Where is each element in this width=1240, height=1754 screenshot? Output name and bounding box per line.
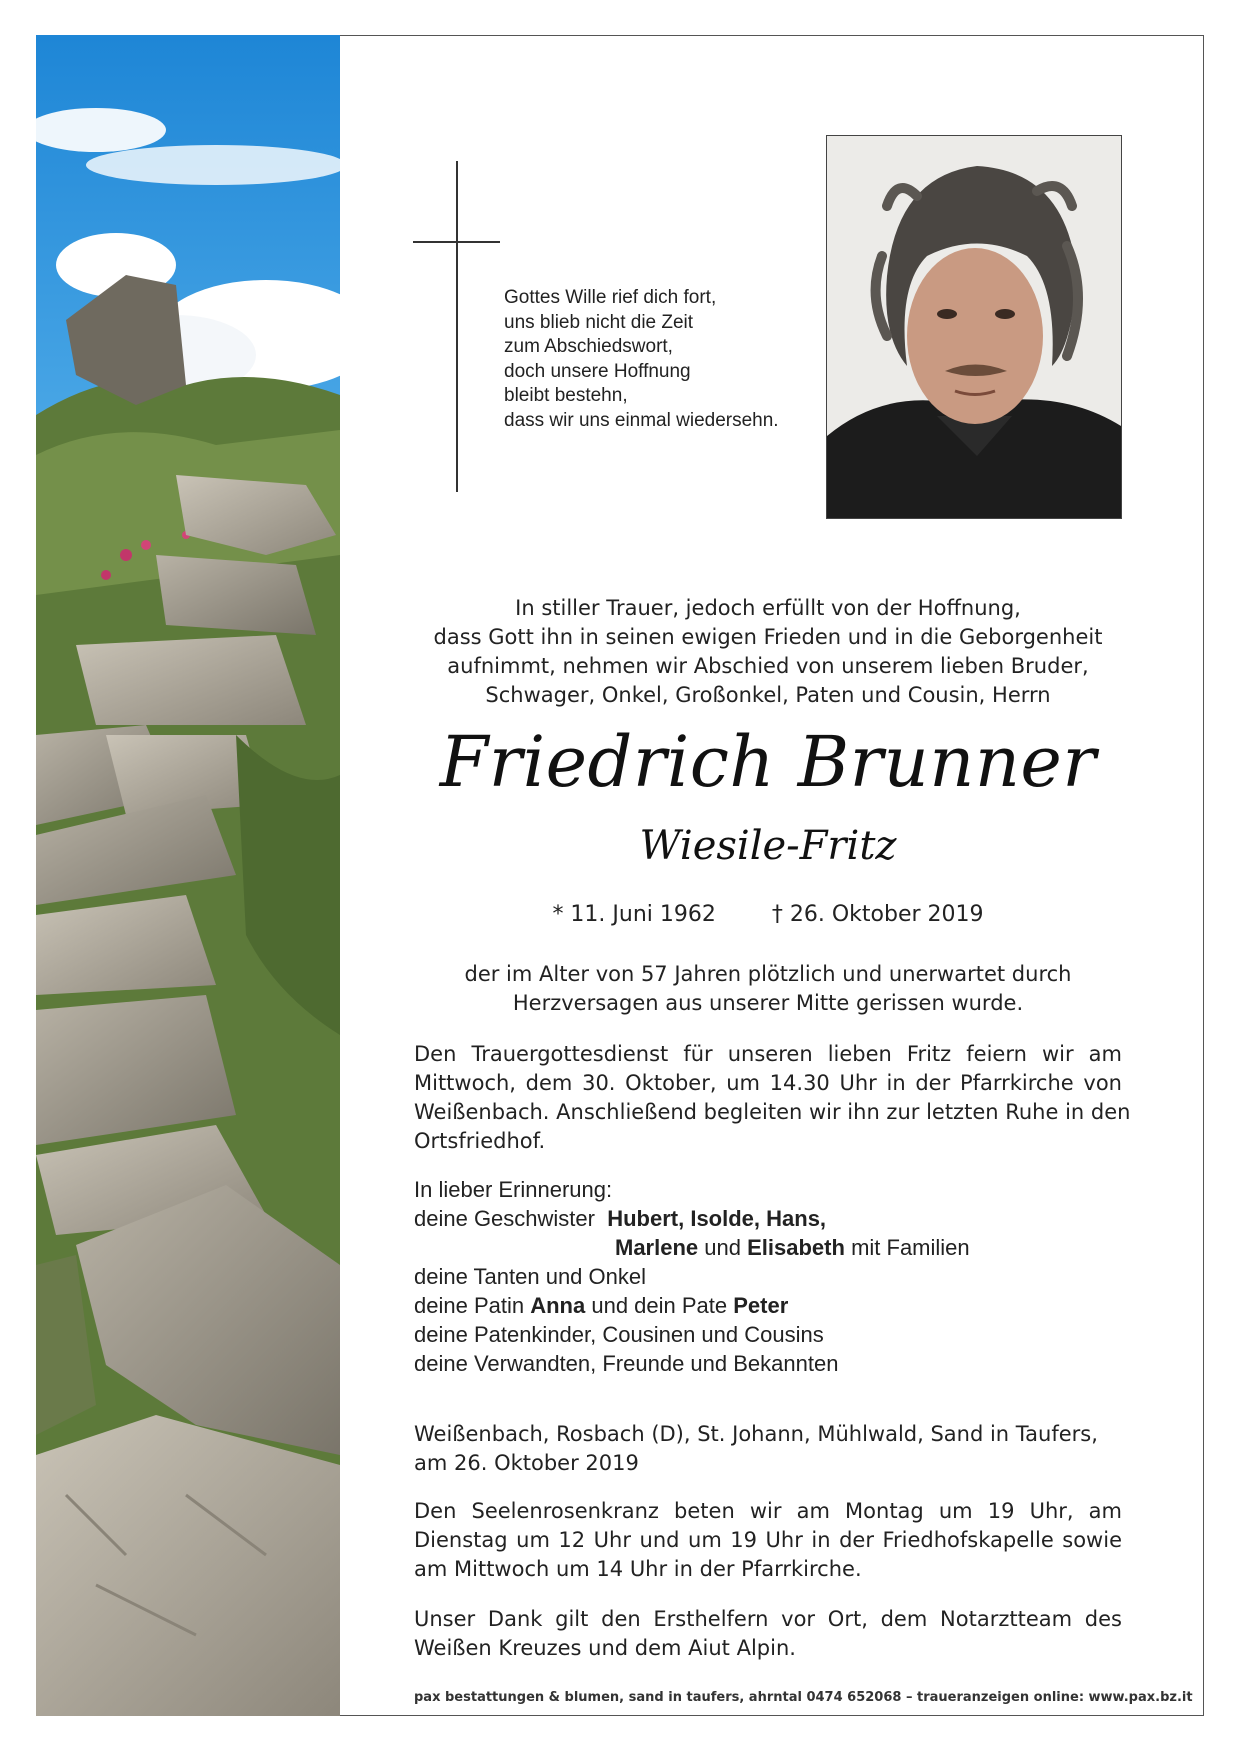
mourners-aunts-uncles: deine Tanten und Onkel: [414, 1264, 646, 1289]
word-and: und: [704, 1235, 741, 1260]
mourners-relatives: deine Verwandten, Freunde und Bekannten: [414, 1351, 839, 1376]
poem-line: dass wir uns einmal wiedersehn.: [504, 409, 779, 431]
rosary-line: Dienstag um 12 Uhr und um 19 Uhr in der Friedhofskapelle sowie: [414, 1528, 1122, 1552]
service-line: Mittwoch, dem 30. Oktober, um 14.30 Uhr in der Pfarrkirche von: [414, 1071, 1122, 1095]
intro-line: aufnimmt, nehmen wir Abschied von unserem lieben Bruder,: [447, 654, 1089, 678]
cross-vertical-bar: [456, 161, 458, 492]
with-families: mit Familien: [851, 1235, 970, 1260]
godparents-middle: und dein Pate: [591, 1293, 728, 1318]
date-line: am 26. Oktober 2019: [414, 1451, 639, 1475]
intro-line: In stiller Trauer, jedoch erfüllt von der Hoffnung,: [515, 596, 1021, 620]
birth-date: * 11. Juni 1962: [552, 902, 716, 927]
godfather-name: Peter: [733, 1293, 789, 1318]
thanks-paragraph: [414, 1605, 1122, 1663]
mourners-siblings-line-2: [414, 1233, 1122, 1262]
intro-paragraph: [414, 594, 1122, 710]
sibling-elisabeth: Elisabeth: [747, 1235, 845, 1260]
godmother-name: Anna: [530, 1293, 586, 1318]
cross-horizontal-bar: [413, 241, 500, 243]
intro-line: dass Gott ihn in seinen ewigen Frieden und in die Geborgenheit: [433, 625, 1103, 649]
funeral-service-paragraph: [414, 1040, 1131, 1156]
funeral-home-footer: pax bestattungen & blumen, sand in taufers, ahrntal 0474 652068 – traueranzeigen online: www.pax.bz.it: [414, 1690, 1193, 1705]
poem-line: bleibt bestehn,: [504, 385, 628, 407]
life-dates: [414, 900, 1122, 930]
poem: [504, 286, 794, 434]
rosary-line: Den Seelenrosenkranz beten wir am Montag um 19 Uhr, am: [414, 1499, 1122, 1523]
mourners-godparents-line: [414, 1291, 1122, 1320]
thanks-line: Unser Dank gilt den Ersthelfern vor Ort, dem Notarztteam des: [414, 1607, 1122, 1631]
place-line: Weißenbach, Rosbach (D), St. Johann, Mühlwald, Sand in Taufers,: [414, 1422, 1098, 1446]
age-paragraph: [414, 960, 1122, 1018]
place-date-paragraph: [414, 1420, 1122, 1478]
mountain-path-photo: [36, 35, 340, 1716]
poem-line: Gottes Wille rief dich fort,: [504, 287, 717, 308]
poem-line: uns blieb nicht die Zeit: [504, 311, 694, 333]
mourners-siblings-line: [414, 1204, 1122, 1233]
poem-line: zum Abschiedswort,: [504, 336, 673, 358]
rosary-paragraph: [414, 1497, 1122, 1584]
sibling-marlene: Marlene: [615, 1235, 699, 1260]
poem-line: doch unsere Hoffnung: [504, 360, 691, 382]
age-line: der im Alter von 57 Jahren plötzlich und unerwartet durch: [464, 962, 1072, 986]
deceased-nickname: Wiesile-Fritz: [639, 823, 897, 869]
mourners-list: [414, 1175, 1122, 1378]
service-line: Den Trauergottesdienst für unseren lieben Fritz feiern wir am: [414, 1042, 1122, 1066]
deceased-name: Friedrich Brunner: [439, 721, 1097, 803]
rosary-line: am Mittwoch um 14 Uhr in der Pfarrkirche.: [414, 1557, 862, 1581]
mourners-heading: In lieber Erinnerung:: [414, 1177, 613, 1202]
godparents-prefix: deine Patin: [414, 1293, 525, 1318]
service-line: Ortsfriedhof.: [414, 1129, 546, 1153]
age-line: Herzversagen aus unserer Mitte gerissen wurde.: [512, 991, 1024, 1015]
portrait-photo: [826, 135, 1122, 519]
mourners-godchildren: deine Patenkinder, Cousinen und Cousins: [414, 1322, 824, 1347]
siblings-names: Hubert, Isolde, Hans,: [607, 1206, 827, 1231]
siblings-prefix: deine Geschwister: [414, 1206, 595, 1231]
service-line: Weißenbach. Anschließend begleiten wir ihn zur letzten Ruhe in den: [414, 1100, 1131, 1124]
intro-line: Schwager, Onkel, Großonkel, Paten und Cousin, Herrn: [485, 683, 1051, 707]
death-date: † 26. Oktober 2019: [771, 902, 984, 927]
thanks-line: Weißen Kreuzes und dem Aiut Alpin.: [414, 1636, 796, 1660]
